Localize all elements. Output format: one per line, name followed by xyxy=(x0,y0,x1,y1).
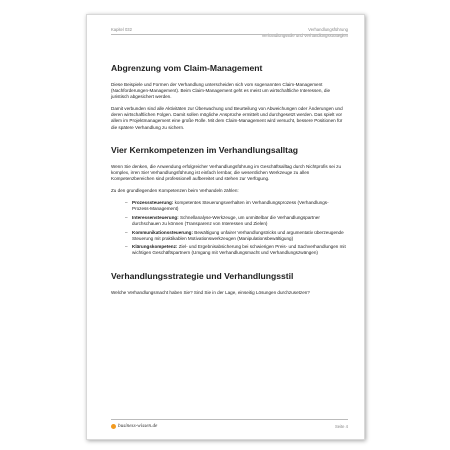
paragraph: Damit verbunden sind alle Aktivitäten zur Überwachung und Beurteilung von Abweichungen oder Änderungen und deren wirtschaftlichen Folgen. Damit sollen mögliche Ansprüche ermittelt und durchgesetzt werden. Das spielt vor allem im Projektmanagement eine große Rolle. Mit dem Claim-Management wird versucht, bessere Positionen für die spätere Verhandlung zu sichern. xyxy=(111,106,343,130)
publisher-logo xyxy=(111,423,157,429)
paragraph: Zu den grundlegenden Kompetenzen beim Verhandeln zählen: xyxy=(111,187,239,193)
list-item-term: Kommunikationssteuerung: xyxy=(132,229,193,235)
running-header-title: Verhandlungsführung xyxy=(308,27,348,32)
logo-text: business-wissen.de xyxy=(118,423,158,429)
running-header xyxy=(262,27,348,38)
list-item xyxy=(127,230,346,242)
list-item-text: Bewältigung unfairer Verhandlungstricks und argumentativ überzeugende Steuerung mit praktikablen Motivationswerkzeugen (Manipulationsbewältigung) xyxy=(132,229,344,241)
chapter-label: Kapitel 032 xyxy=(111,27,132,32)
page-number: Seite 4 xyxy=(334,424,348,429)
section-heading-kernkompetenzen: Vier Kernkompetenzen im Verhandlungsalltag xyxy=(111,144,299,155)
document-page xyxy=(86,14,365,440)
header-divider xyxy=(111,34,348,35)
running-header-subtitle: Verhandlungsstile und Verhandlungsstrategien xyxy=(261,32,348,38)
section-heading-claim-management: Abgrenzung vom Claim-Management xyxy=(111,63,263,73)
list-item xyxy=(127,200,346,212)
paragraph: Diese Beispiele und Formen der Verhandlung unterscheiden sich vom sogenannten Claim-Management (Nachforderungen-Management). Beim Claim-Management geht es meist um wirtschaftliche Interessen, die juristisch abgesichert werden. xyxy=(111,82,331,100)
paragraph: Wenn Sie denken, die Anwendung erfolgreicher Verhandlungsführung im Geschäftsalltag durch Nichtprofis sei zu komplex, irren Sie! Verhandlungsführung ist einfach lernbar, die wesentlichen Werkzeuge zu allen Kompetenzbereichen sind professionell aufbereitet und stehen zur Verfügung. xyxy=(111,163,341,181)
paragraph: Welche Verhandlungsmacht haben Sie? Sind Sie in der Lage, einseitig Lösungen durchzusetzen? xyxy=(111,289,310,295)
list-item-term: Klärungskompetenz: xyxy=(132,244,178,250)
list-item-term: Interessensteuerung: xyxy=(132,214,179,220)
competency-list xyxy=(111,200,346,257)
list-item-term: Prozesssteuerung: xyxy=(132,200,174,206)
logo-dot-icon xyxy=(111,424,116,429)
list-item-text: kompetentes Steuerungsverhalten im Verhandlungsprozess (Verhandlungs-Prozess-Management) xyxy=(132,200,329,212)
list-item-text: Schnellanalyse-Werkzeuge, um unmittelbar die Verhandlungspartner durchschauen zu können (Transparenz von Interessen und Zielen) xyxy=(132,214,320,226)
list-item-text: Ziel- und Ergebnisabsicherung bei schwierigen Preis- und Sachverhandlungen mit wichtigen Geschäftspartnern (Umgang mit Verhandlungsmacht und Verhandlungszwängen) xyxy=(132,244,346,256)
footer-divider xyxy=(111,419,348,420)
list-item xyxy=(127,215,346,227)
list-item xyxy=(127,244,346,256)
page-content xyxy=(111,63,346,302)
section-heading-verhandlungsstrategie: Verhandlungsstrategie und Verhandlungsstil xyxy=(111,270,294,281)
